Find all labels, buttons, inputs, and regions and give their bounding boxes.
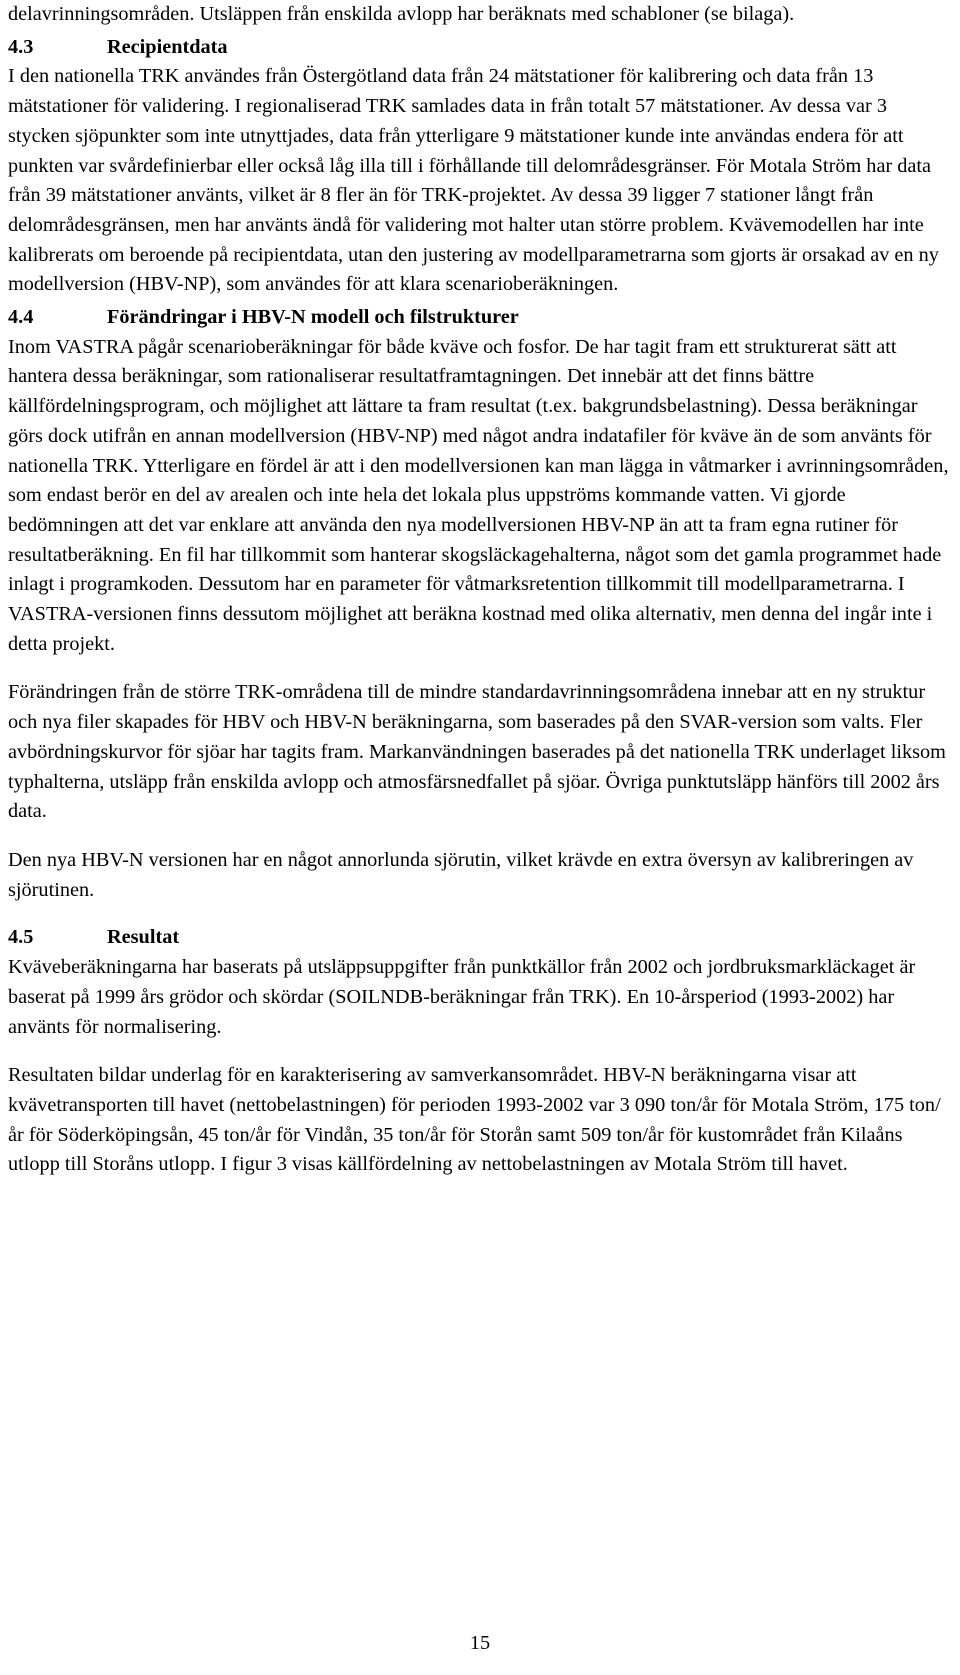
section-heading-4-5 — [8, 923, 952, 953]
section-number: 4.4 — [8, 306, 34, 329]
paragraph-kvaveberakningar: Kväveberäkningarna har baserats på utsläppsuppgifter från punktkällor från 2002 och jordbruksmarkläckaget är baserat på 1999 års grödor och skördar (SOILNDB-beräkningar från TRK). En 10-årsperiod (1993-2002) har använts för normalisering. — [8, 956, 916, 1038]
document-page — [8, 0, 952, 1180]
section-title: Recipientdata — [107, 35, 228, 58]
section-heading-4-4 — [8, 303, 952, 333]
paragraph-recipientdata: I den nationella TRK användes från Östergötland data från 24 mätstationer för kalibrering och data från 13 mätstationer för validering. I regionaliserad TRK samlades data in från totalt 57 mätstationer. Av dessa var 3 stycken sjöpunkter som inte utnyttjades, data från ytterligare 9 mätstationer kunde inte användas endera för att punkten var svårdefinierbar eller också låg illa till i förhållande till delområdesgränser. För Motala Ström har data från 39 mätstationer använts, vilket är 8 fler än för TRK-projektet. Av dessa 39 ligger 7 stationer långt från delområdesgränsen, men har använts ändå för validering mot halter utan större problem. Kvävemodellen har inte kalibrerats om beroende på recipientdata, utan den justering av modellparametrarna som gjorts är orsakad av en ny modellversion (HBV-NP), som användes för att klara scenarioberäkningen. — [8, 65, 939, 296]
paragraph-vastra: Inom VASTRA pågår scenarioberäkningar för både kväve och fosfor. De har tagit fram ett strukturerat sätt att hantera dessa beräkningar, som rationaliserar resultatframtagningen. Det innebär att det finns bättre källfördelningsprogram, och möjlighet att lättare ta fram resultat (t.ex. bakgrundsbelastning). Dessa beräkningar görs dock utifrån en annan modellversion (HBV-NP) med något andra indatafiler för kväve än de som använts för nationella TRK. Ytterligare en fördel är att i den modellversionen kan man lägga in våtmarker i avrinningsområden, som endast berör en del av arealen och inte hela det lokala plus uppströms kommande vatten. Vi gjorde bedömningen att det var enklare att använda den nya modellversionen HBV-NP än att ta fram egna rutiner för resultatberäkning. En fil har tillkommit som hanterar skogsläckagehalterna, något som det gamla programmet hade inlagt i programkoden. Dessutom har en parameter för våtmarksretention tillkommit till modellparametrarna. I VASTRA-versionen finns dessutom möjlighet att beräkna kostnad med olika alternativ, men denna del ingår inte i detta projekt. — [8, 335, 949, 655]
section-number: 4.5 — [8, 926, 34, 949]
page-number: 15 — [469, 1632, 491, 1654]
paragraph-sjorutin: Den nya HBV-N versionen har en något annorlunda sjörutin, vilket krävde en extra översyn av kalibreringen av sjörutinen. — [8, 848, 914, 901]
paragraph-forandringen: Förändringen från de större TRK-områdena till de mindre standardavrinningsområdena innebar att en ny struktur och nya filer skapades för HBV och HBV-N beräkningarna, som baserades på den SVAR-version som valts. Fler avbördningskurvor för sjöar har tagits fram. Markanvändningen baserades på det nationella TRK underlaget liksom typhalterna, utsläpp från enskilda avlopp och atmosfärsnedfallet på sjöar. Övriga punktutsläpp hänförs till 2002 års data. — [8, 681, 946, 823]
paragraph-intro: delavrinningsområden. Utsläppen från enskilda avlopp har beräknats med schabloner (se bilaga). — [8, 3, 795, 25]
section-number: 4.3 — [8, 35, 34, 58]
section-heading-4-3 — [8, 33, 952, 63]
section-title: Förändringar i HBV-N modell och filstrukturer — [107, 306, 519, 329]
paragraph-resultaten: Resultaten bildar underlag för en karakterisering av samverkansområdet. HBV-N beräkningarna visar att kvävetransporten till havet (nettobelastningen) för perioden 1993-2002 var 3 090 ton/år för Motala Ström, 175 ton/år för Söderköpingsån, 45 ton/år för Vindån, 35 ton/år för Storån samt 509 ton/år för kustområdet från Kilaåns utlopp till Storåns utlopp. I figur 3 visas källfördelning av nettobelastningen av Motala Ström till havet. — [8, 1064, 941, 1176]
section-title: Resultat — [107, 926, 180, 949]
